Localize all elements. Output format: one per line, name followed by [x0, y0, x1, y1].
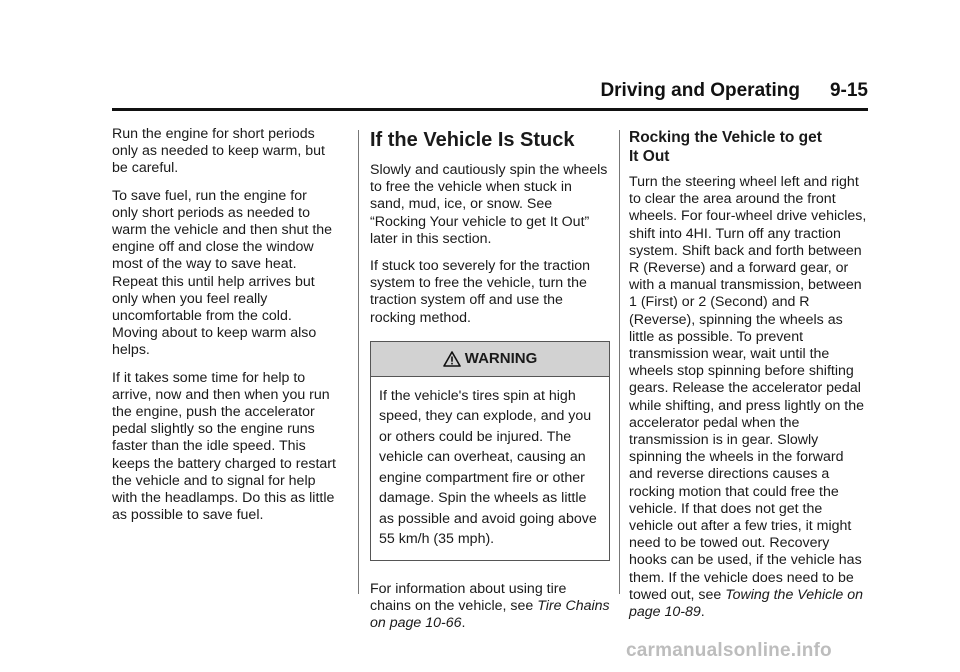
paragraph	[629, 174, 869, 621]
page-header	[112, 80, 868, 111]
column-middle	[370, 126, 610, 642]
section-heading: If the Vehicle Is Stuck	[370, 129, 575, 151]
warning-text: If the vehicle's tires spin at high speed, they can explode, and you or others could be injured. The vehicle can overheat, causing an engine compartment fire or other damage. Spin the wheels as little as possible and avoid going above 55 km/h (35 mph).	[379, 387, 597, 548]
paragraph: If it takes some time for help to arrive, now and then when you run the engine, push the accelerator pedal slightly so the engine runs faster than the idle speed. This keeps the battery charged to restart the vehicle and to signal for help with the headlamps. Do this as little as possible to save fuel.	[112, 369, 336, 524]
paragraph	[370, 581, 610, 633]
warning-header	[371, 342, 609, 377]
page-number: 9-15	[829, 80, 868, 101]
column-divider	[358, 130, 359, 594]
cross-reference-link[interactable]: Towing the Vehicle on page 10-89	[629, 586, 863, 621]
column-left	[112, 126, 336, 534]
section-title: Driving and Operating	[600, 80, 800, 101]
heading-line: Rocking the Vehicle to get	[629, 129, 822, 146]
warning-label: WARNING	[464, 350, 538, 368]
heading-line: It Out	[629, 148, 670, 165]
warning-triangle-icon	[443, 351, 461, 367]
subsection-heading	[629, 128, 869, 166]
paragraph: Slowly and cautiously spin the wheels to free the vehicle when stuck in sand, mud, ice, or snow. See “Rocking Your vehicle to get It Out” later in this section.	[370, 162, 608, 247]
paragraph-end: .	[700, 604, 705, 621]
paragraph: Run the engine for short periods only as needed to keep warm, but be careful.	[112, 126, 325, 177]
column-right	[629, 126, 869, 631]
paragraph-text: Turn the steering wheel left and right to clear the area around the front wheels. For four-wheel drive vehicles, shift into 4HI. Turn off any traction system. Shift back and forth between R (Reverse) and a forward gear, or with a manual transmission, between 1 (First) or 2 (Second) and R (Reverse), spinning the wheels as little as possible. To prevent transmission wear, wait until the wheels stop spinning before shifting gears. Release the accelerator pedal while shifting, and press lightly on the accelerator pedal when the transmission is in gear. Slowly spinning the wheels in the forward and reverse directions causes a rocking motion that could free the vehicle. If that does not get the vehicle out after a few tries, it might need to be towed out. Recovery hooks can be used, if the vehicle has them. If the vehicle does need to be towed out, see	[629, 174, 867, 603]
watermark: carmanualsonline.info	[626, 640, 832, 661]
paragraph-text: For information about using tire chains on the vehicle, see	[370, 580, 567, 615]
warning-box	[370, 341, 610, 561]
paragraph: If stuck too severely for the traction system to free the vehicle, turn the traction system off and use the rocking method.	[370, 258, 591, 326]
paragraph: To save fuel, run the engine for only short periods as needed to warm the vehicle and then shut the engine off and close the window most of the way to save heat. Repeat this until help arrives but only when you feel really uncomfortable from the cold. Moving about to keep warm also helps.	[112, 187, 333, 359]
cross-reference-link[interactable]: Tire Chains on page 10-66	[370, 598, 610, 632]
column-divider	[619, 130, 620, 594]
paragraph-end: .	[461, 615, 466, 632]
